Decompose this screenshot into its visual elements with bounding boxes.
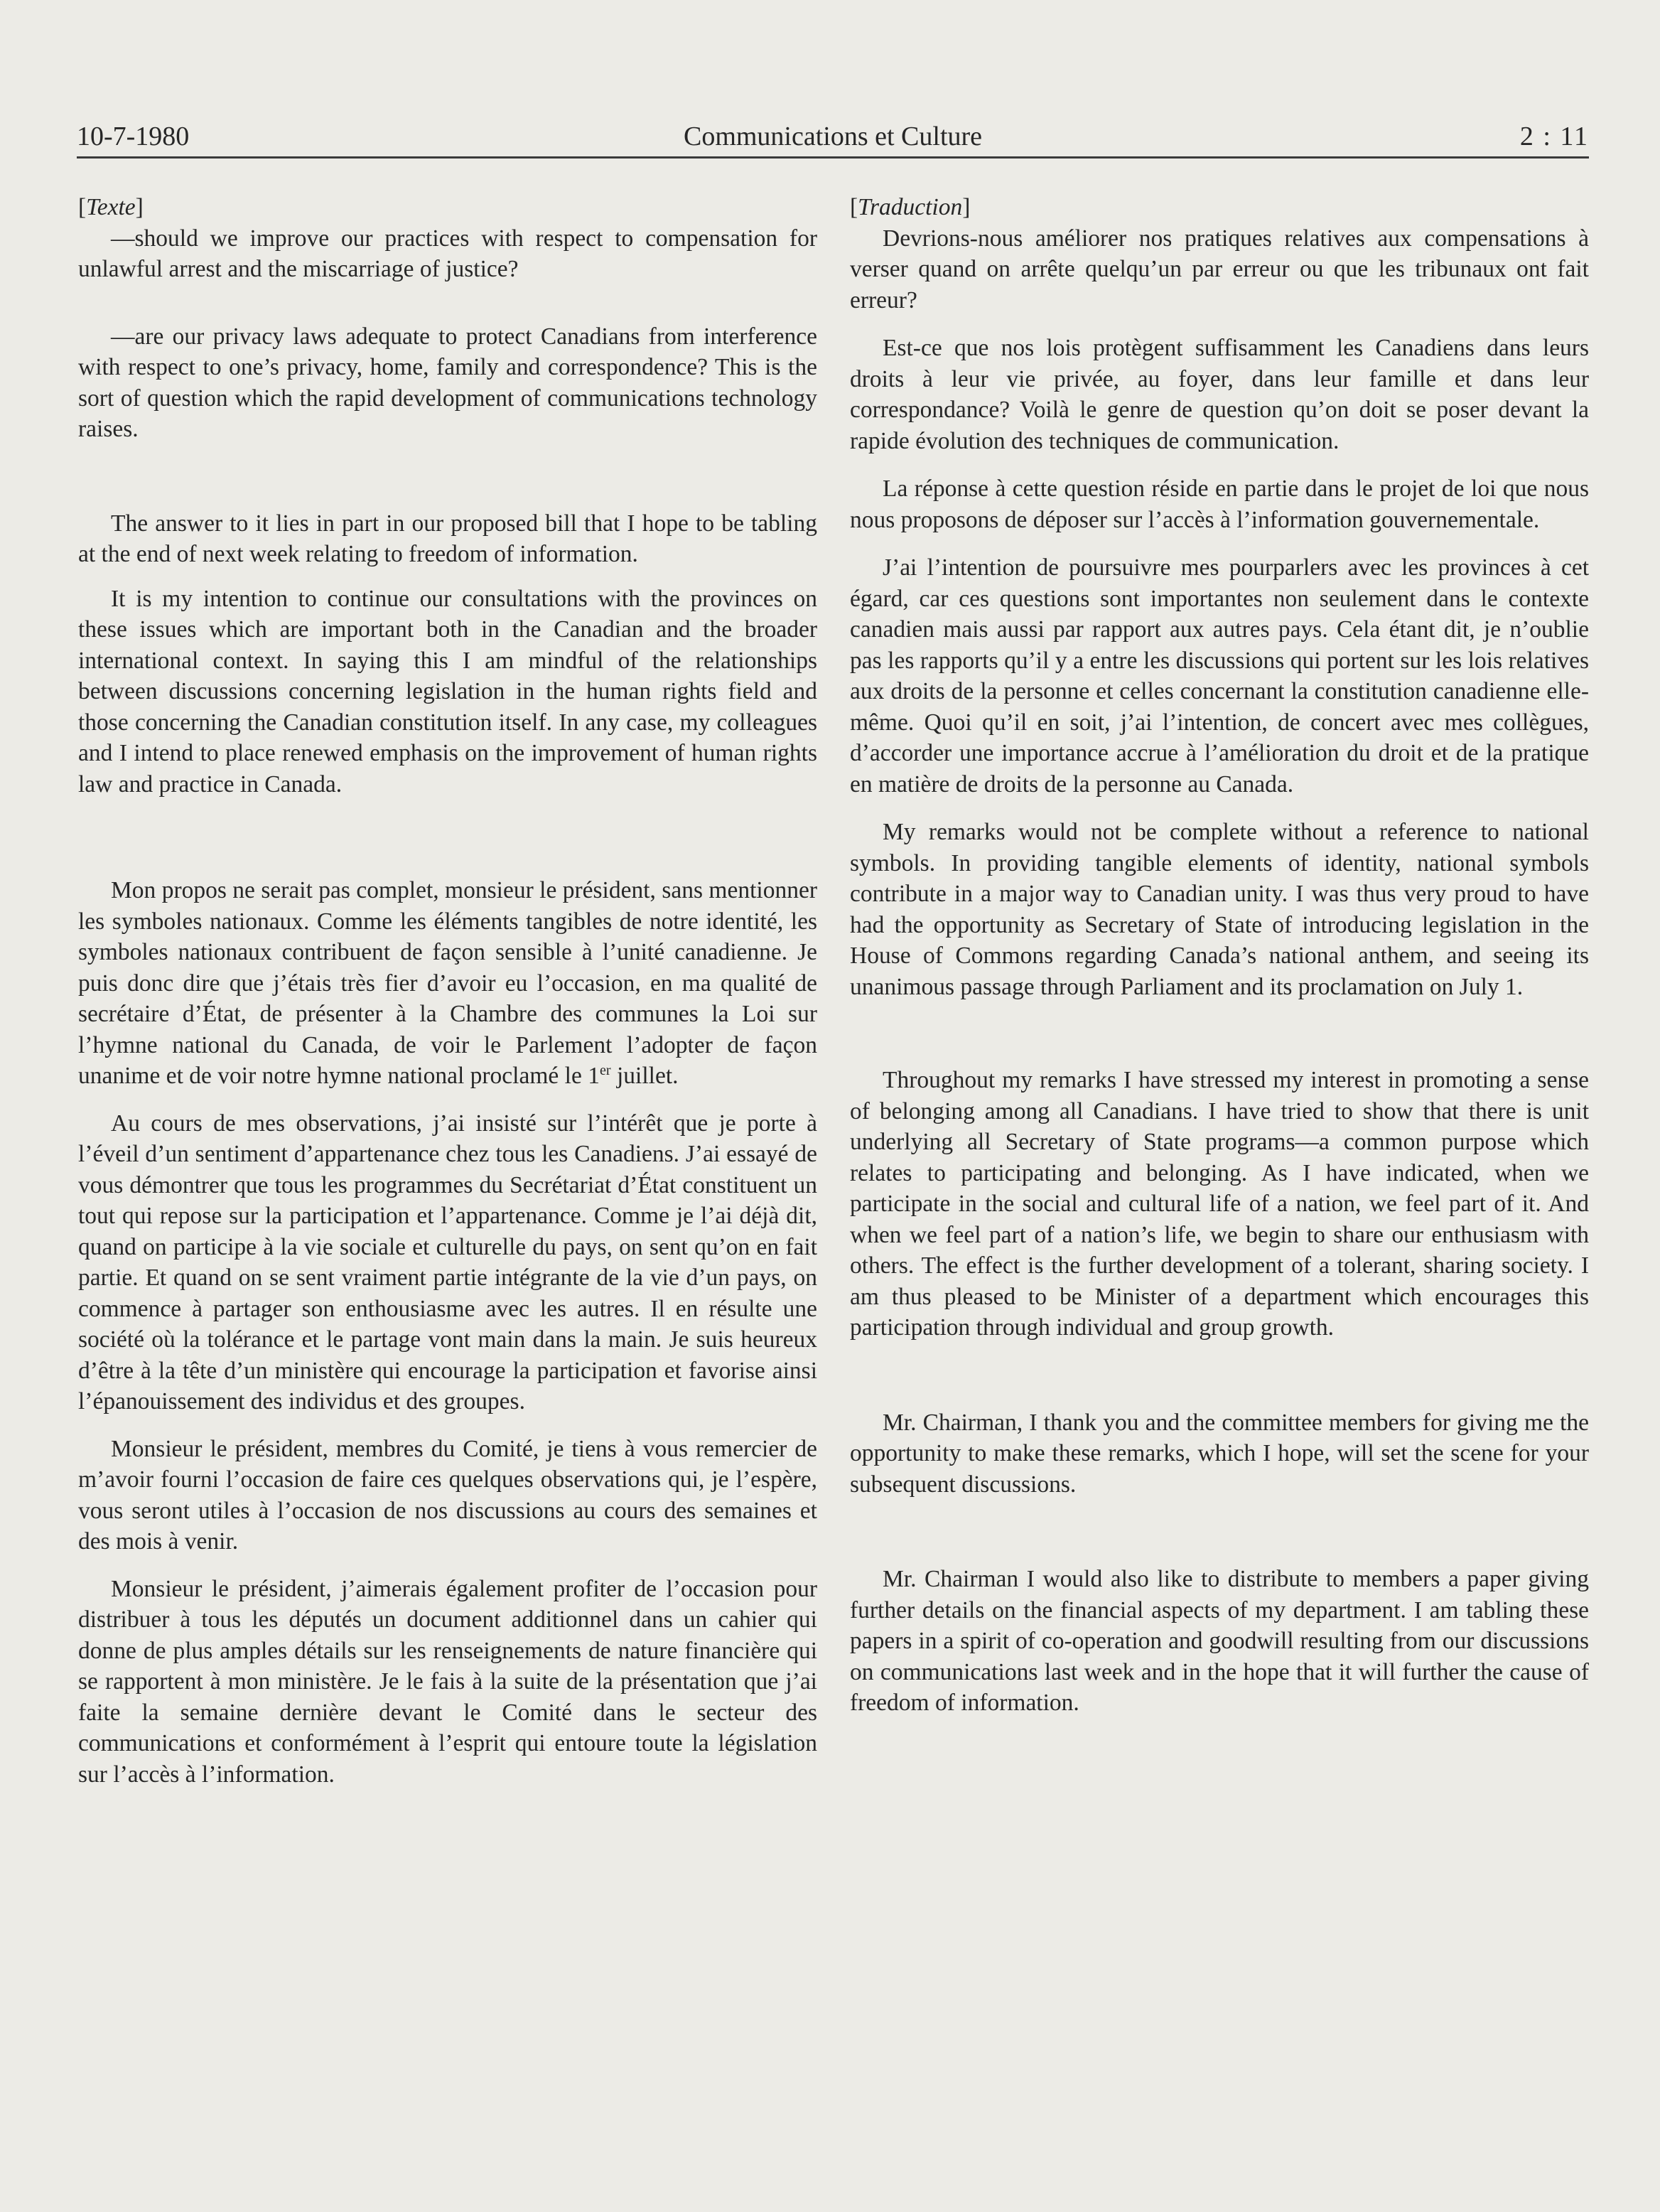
paragraph-text: Mon propos ne serait pas complet, monsieur le président, sans mentionner les symboles nationaux. Comme les éléments tangibles de notre identité, les symboles nationaux contribuent de façon sensible à l’unité canadienne. Je puis donc dire que j’étais très fier d’avoir eu l’occasion, en ma qualité de secrétaire d’État, de présenter à la Chambre des communes la Loi sur l’hymne national du Canada, de voir le Parlement l’adopter de façon unanime et de voir notre hymne national proclamé le 1	[78, 877, 817, 1089]
paragraph: My remarks would not be complete without a reference to national symbols. In providing tangible elements of identity, national symbols contribute in a major way to Canadian unity. I was thus very proud to have had the opportunity as Secretary of State of introducing legislation in the House of Commons regarding Canada’s national anthem, and seeing its unanimous passage through Parliament and its proclamation on July 1.	[850, 819, 1589, 1000]
section-label-text: Texte	[86, 194, 136, 220]
section-label: [Traduction]	[850, 194, 971, 220]
paragraph: —should we improve our practices with respect to compensation for unlawful arrest and the miscarriage of justice?	[78, 225, 817, 282]
paragraph: It is my intention to continue our consultations with the provinces on these issues which are important both in the Canadian and the broader international context. In saying this I am mindful of the relationships between discussions concerning legislation in the human rights field and those concerning the Canadian constitution itself. In any case, my colleagues and I intend to place renewed emphasis on the improvement of human rights law and practice in Canada.	[78, 585, 817, 798]
paragraph: Est-ce que nos lois protègent suffisamment les Canadiens dans leurs droits à leur vie privée, au foyer, dans leur famille et dans leur correspondance? Voilà le genre de question qu’on doit se poser devant la rapide évolution des techniques de communication.	[850, 335, 1589, 454]
paragraph-text-end: juillet.	[610, 1063, 679, 1089]
section-label-text: Traduction	[858, 194, 963, 220]
paragraph: —are our privacy laws adequate to protect Canadians from interference with respect to one’s privacy, home, family and correspondence? This is the sort of question which the rapid development of communications technology raises.	[78, 323, 817, 442]
right-column	[850, 192, 1589, 1719]
superscript: er	[599, 1062, 611, 1078]
section-label: [Texte]	[78, 194, 144, 220]
left-column	[78, 192, 817, 1790]
paragraph: Mr. Chairman, I thank you and the committee members for giving me the opportunity to make these remarks, which I hope, will set the scene for your subsequent discussions.	[850, 1409, 1589, 1498]
paragraph: Throughout my remarks I have stressed my interest in promoting a sense of belonging among all Canadians. I have tried to show that there is unit underlying all Secretary of State programs—a common purpose which relates to participating and belonging. As I have indicated, when we participate in the social and cultural life of a nation, we feel part of it. And when we feel part of a nation’s life, we begin to share our enthusiasm with others. The effect is the further development of a tolerant, sharing society. I am thus pleased to be Minister of a department which encourages this participation through individual and group growth.	[850, 1067, 1589, 1341]
paragraph: Mr. Chairman I would also like to distribute to members a paper giving further details on the financial aspects of my department. I am tabling these papers in a spirit of co-operation and goodwill resulting from our discussions on communications last week and in the hope that it will further the cause of freedom of information.	[850, 1566, 1589, 1716]
header-date: 10-7-1980	[77, 122, 190, 151]
paragraph: Au cours de mes observations, j’ai insisté sur l’intérêt que je porte à l’éveil d’un sentiment d’appartenance chez tous les Canadiens. J’ai essayé de vous démontrer que tous les programmes du Secrétariat d’État constituent un tout qui repose sur la participation et l’appartenance. Comme je l’ai déjà dit, quand on participe à la vie sociale et culturelle du pays, on sent qu’on en fait partie. Et quand on se sent vraiment partie intégrante de la vie d’un pays, on commence à partager son enthousiasme avec les autres. Il en résulte une société où la tolérance et le partage vont main dans la main. Je suis heureux d’être à la tête d’un ministère qui encourage la participation et favorise ainsi l’épanouissement des individus et des groupes.	[78, 1110, 817, 1414]
paragraph: The answer to it lies in part in our proposed bill that I hope to be tabling at the end of next week relating to freedom of information.	[78, 510, 817, 567]
paragraph: La réponse à cette question réside en partie dans le projet de loi que nous nous proposons de déposer sur l’accès à l’information gouvernementale.	[850, 476, 1589, 533]
paragraph: J’ai l’intention de poursuivre mes pourparlers avec les provinces à cet égard, car ces questions sont importantes non seulement dans le contexte canadien mais aussi par rapport aux autres pays. Cela étant dit, je n’oublie pas les rapports qu’il y a entre les discussions qui portent sur les lois relatives aux droits de la personne et celles concernant la constitution canadienne elle-même. Quoi qu’il en soit, j’ai l’intention, de concert avec mes collègues, d’accorder une importance accrue à l’amélioration du droit et de la pratique en matière de droits de la personne au Canada.	[850, 554, 1589, 798]
paragraph: Monsieur le président, membres du Comité, je tiens à vous remercier de m’avoir fourni l’occasion de faire ces quelques observations qui, je l’espère, vous seront utiles à l’occasion de nos discussions au cours des semaines et des mois à venir.	[78, 1435, 817, 1555]
header-page-number: 2 : 11	[1519, 122, 1589, 151]
header-title: Communications et Culture	[683, 122, 983, 151]
paragraph: Monsieur le président, j’aimerais également profiter de l’occasion pour distribuer à tous les députés un document additionnel dans un cahier qui donne de plus amples détails sur les renseignements de nature financière qui se rapportent à mon ministère. Je le fais à la suite de la présentation que j’ai faite la semaine dernière devant le Comité dans le secteur des communications et conformément à l’esprit qui entoure toute la législation sur l’accès à l’information.	[78, 1575, 817, 1788]
page-header	[77, 114, 1589, 159]
paragraph	[78, 875, 817, 1092]
paragraph: Devrions-nous améliorer nos pratiques relatives aux compensations à verser quand on arrête quelqu’un par erreur ou que les tribunaux ont fait erreur?	[850, 225, 1589, 313]
